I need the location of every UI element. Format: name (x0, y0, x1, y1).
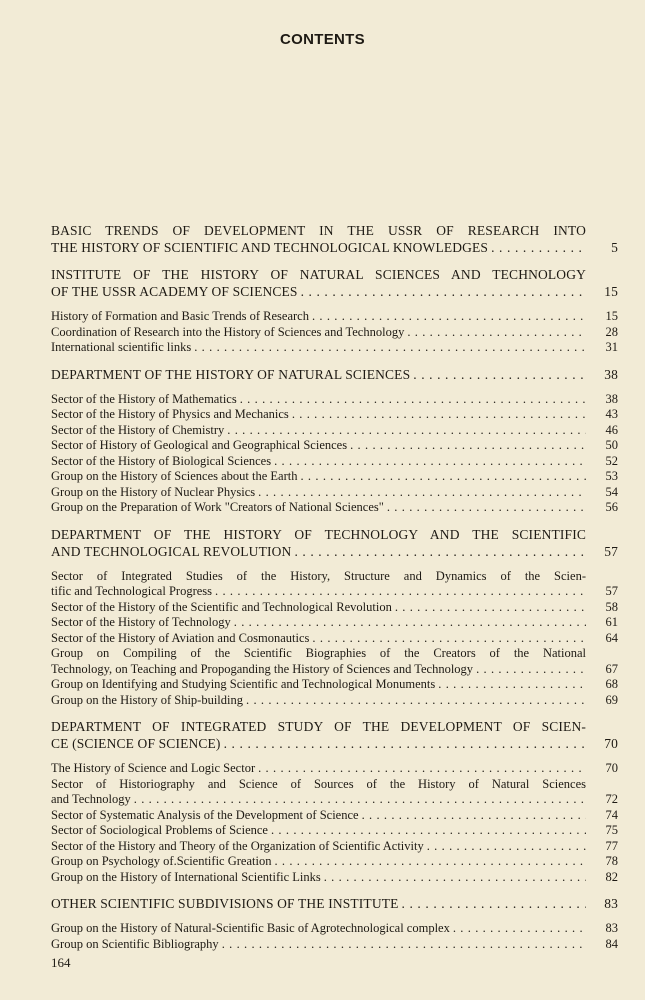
dot-leader (292, 407, 586, 423)
toc-page-number: 38 (604, 366, 618, 382)
toc-page-number: 28 (605, 324, 618, 339)
toc-section (51, 366, 618, 516)
toc-entry-text: Sector of Systematic Analysis of the Development of Science (51, 807, 359, 822)
toc-section-heading (51, 222, 618, 256)
toc-entry-text: DEPARTMENT OF INTEGRATED STUDY OF THE DEVELOPMENT OF SCIEN- (51, 719, 586, 734)
dot-leader (387, 500, 586, 516)
toc-section-heading (51, 366, 618, 383)
toc-entry-text: The History of Science and Logic Sector (51, 761, 256, 775)
dot-leader (413, 366, 586, 383)
toc-entry-text: Sector of Sociological Problems of Science (51, 823, 268, 837)
toc-section (51, 526, 618, 709)
toc-line (51, 839, 618, 855)
toc-section-heading (51, 526, 618, 560)
toc-line (51, 366, 618, 383)
toc-entry (51, 485, 618, 501)
dot-leader (246, 693, 586, 709)
toc-entry-text: Sector of the History of Aviation and Cosmonautics (51, 630, 310, 645)
dot-leader (300, 469, 586, 485)
toc-page-number: 72 (605, 792, 618, 806)
toc-page-number: 54 (605, 484, 618, 499)
toc-entry-text: Sector of the History of Physics and Mechanics (51, 407, 289, 421)
toc-page-number: 43 (605, 407, 618, 421)
toc-section (51, 895, 618, 952)
toc-line (51, 870, 618, 886)
toc-page-number: 5 (611, 240, 618, 255)
toc-entry-text: Group on the History of Sciences about the Earth (51, 469, 298, 483)
toc-entry-text: Sector of Integrated Studies of the History, Structure and Dynamics of the Scien- (51, 568, 586, 583)
toc-line (51, 921, 618, 937)
toc-line (51, 693, 618, 709)
toc-entry-text: Sector of the History of Chemistry (51, 422, 225, 437)
toc-entry-text: and Technology (51, 792, 131, 806)
toc-page-number: 15 (604, 284, 618, 299)
toc-entry (51, 392, 618, 408)
toc-line (51, 500, 618, 516)
toc-line (51, 392, 618, 408)
toc-page-number: 75 (605, 823, 618, 837)
toc-entry-text: OTHER SCIENTIFIC SUBDIVISIONS OF THE INSTITUTE (51, 896, 399, 911)
toc-entry-text: Group on the History of Ship-building (51, 692, 244, 707)
toc-page-number: 52 (605, 453, 618, 468)
dot-leader (222, 937, 586, 953)
toc-section (51, 266, 618, 356)
toc-entry (51, 646, 618, 677)
toc-page-number: 83 (604, 896, 618, 911)
toc-entry (51, 631, 618, 647)
dot-leader (427, 839, 586, 855)
toc-line (51, 600, 618, 616)
toc-line (51, 340, 618, 356)
toc-entry (51, 615, 618, 631)
toc-entry-text: CE (SCIENCE OF SCIENCE) (51, 736, 221, 751)
toc-page-number: 78 (605, 854, 618, 868)
dot-leader (438, 677, 586, 693)
dot-leader (134, 792, 586, 808)
toc-line (51, 937, 618, 953)
toc-line (51, 854, 618, 870)
toc-entry (51, 693, 618, 709)
toc-entry (51, 340, 618, 356)
toc-line (51, 438, 618, 454)
toc-entry-text: International scientific links (51, 340, 192, 354)
toc-entry-text: Sector of the History of Biological Sciences (51, 453, 272, 468)
toc-line (51, 485, 618, 501)
toc-entry-text: AND TECHNOLOGICAL REVOLUTION (51, 543, 292, 559)
toc-page-number: 57 (604, 543, 618, 559)
toc-entry-text: Sector of the History of Technology (51, 615, 231, 629)
dot-leader (324, 870, 586, 886)
toc-entry (51, 808, 618, 824)
dot-leader (402, 895, 586, 912)
toc-entry-text: Group on Identifying and Studying Scientific and Technological Monuments (51, 677, 436, 691)
toc-entry-text: Sector of the History of Mathematics (51, 391, 237, 406)
dot-leader (227, 423, 586, 439)
list-spacer (51, 383, 618, 392)
toc-entry (51, 407, 618, 423)
toc-entry-text: Group on Compiling of the Scientific Biographies of the Creators of the National (51, 646, 586, 660)
section-spacer (51, 708, 618, 718)
toc-entry (51, 309, 618, 325)
dot-leader (350, 438, 586, 454)
toc-line (51, 895, 618, 912)
page-title: CONTENTS (280, 31, 365, 48)
toc-entry-text: OF THE USSR ACADEMY OF SCIENCES (51, 284, 298, 299)
dot-leader (234, 615, 586, 631)
toc-line (51, 662, 618, 678)
toc-entry-text: Coordination of Research into the History of Sciences and Technology (51, 324, 405, 339)
dot-leader (491, 239, 586, 256)
toc-page-number: 53 (605, 469, 618, 483)
toc-entry (51, 500, 618, 516)
toc-line (51, 808, 618, 824)
toc-entry (51, 921, 618, 937)
toc-line (51, 677, 618, 693)
page-number: 164 (51, 955, 71, 970)
toc-line (51, 761, 618, 777)
toc-page-number: 61 (605, 615, 618, 629)
toc-line (51, 407, 618, 423)
toc-page-number: 74 (605, 807, 618, 822)
toc-page-number: 70 (604, 736, 618, 751)
toc-entry (51, 777, 618, 808)
toc-section-heading (51, 895, 618, 912)
dot-leader (453, 921, 586, 937)
toc-entry (51, 569, 618, 600)
toc-entry (51, 438, 618, 454)
toc-line (51, 283, 618, 300)
dot-leader (301, 283, 586, 300)
toc-entry-text: THE HISTORY OF SCIENTIFIC AND TECHNOLOGICAL KNOWLEDGES (51, 240, 489, 255)
table-of-contents (51, 222, 618, 952)
toc-page-number: 84 (605, 936, 618, 951)
toc-entry-text: Sector of the History and Theory of the Organization of Scientific Activity (51, 838, 424, 853)
toc-page-number: 50 (605, 438, 618, 452)
toc-page-number: 68 (605, 677, 618, 691)
toc-line (51, 543, 618, 560)
section-spacer (51, 516, 618, 526)
toc-entry-text: Group on Psychology of.Scientific Greation (51, 854, 272, 868)
list-spacer (51, 752, 618, 761)
section-spacer (51, 256, 618, 266)
toc-entry (51, 469, 618, 485)
toc-entry (51, 600, 618, 616)
list-spacer (51, 560, 618, 569)
toc-line (51, 454, 618, 470)
toc-entry (51, 839, 618, 855)
toc-entry (51, 937, 618, 953)
toc-page-number: 77 (605, 838, 618, 853)
toc-line (51, 469, 618, 485)
dot-leader (215, 584, 586, 600)
toc-entry-text: History of Formation and Basic Trends of Research (51, 309, 309, 323)
dot-leader (312, 631, 586, 647)
toc-entry (51, 677, 618, 693)
dot-leader (258, 761, 586, 777)
toc-entry (51, 423, 618, 439)
toc-entry (51, 854, 618, 870)
toc-page-number: 15 (605, 309, 618, 323)
section-spacer (51, 885, 618, 895)
dot-leader (362, 808, 586, 824)
toc-entry-text: BASIC TRENDS OF DEVELOPMENT IN THE USSR OF RESEARCH INTO (51, 223, 586, 238)
toc-line (51, 615, 618, 631)
toc-entry-text: Sector of the History of the Scientific and Technological Revolution (51, 599, 392, 614)
toc-entry (51, 454, 618, 470)
toc-line (51, 792, 618, 808)
toc-line (51, 823, 618, 839)
toc-line (51, 325, 618, 341)
dot-leader (395, 600, 586, 616)
toc-entry-text: Technology, on Teaching and Propoganding the History of Sciences and Technology (51, 661, 474, 676)
dot-leader (274, 854, 586, 870)
section-spacer (51, 356, 618, 366)
toc-line (51, 423, 618, 439)
dot-leader (312, 309, 586, 325)
toc-entry-text: Group on the Preparation of Work "Creators of National Sciences" (51, 500, 384, 514)
toc-page-number: 70 (605, 761, 618, 775)
toc-page-number: 58 (605, 599, 618, 614)
toc-section-heading (51, 266, 618, 300)
list-spacer (51, 300, 618, 309)
toc-entry (51, 761, 618, 777)
toc-entry-text: tific and Technological Progress (51, 584, 213, 598)
toc-page-number: 38 (605, 391, 618, 406)
toc-page-number: 83 (605, 921, 618, 935)
toc-entry-text: Sector of Historiography and Science of Sources of the History of Natural Sciences (51, 776, 586, 791)
toc-section (51, 222, 618, 256)
toc-entry-text: Group on the History of Nuclear Physics (51, 484, 256, 499)
toc-entry-text: Group on the History of International Scientific Links (51, 869, 321, 884)
toc-page-number: 46 (605, 422, 618, 437)
dot-leader (271, 823, 586, 839)
toc-line (51, 584, 618, 600)
toc-section-heading (51, 718, 618, 752)
toc-line (51, 631, 618, 647)
dot-leader (258, 485, 586, 501)
dot-leader (224, 735, 586, 752)
toc-entry (51, 870, 618, 886)
dot-leader (407, 325, 586, 341)
toc-entry (51, 325, 618, 341)
toc-entry-text: Sector of History of Geological and Geographical Sciences (51, 438, 348, 452)
dot-leader (476, 662, 586, 678)
toc-line (51, 239, 618, 256)
toc-entry-text: DEPARTMENT OF THE HISTORY OF NATURAL SCIENCES (51, 366, 411, 382)
toc-entry-text: Group on the History of Natural-Scientific Basic of Agrotechnological complex (51, 921, 450, 935)
toc-page-number: 57 (605, 584, 618, 598)
toc-entry-text: INSTITUTE OF THE HISTORY OF NATURAL SCIENCES AND TECHNOLOGY (51, 267, 586, 282)
toc-page-number: 67 (605, 661, 618, 676)
dot-leader (194, 340, 586, 356)
toc-section (51, 718, 618, 885)
toc-page-number: 82 (605, 869, 618, 884)
dot-leader (240, 392, 586, 408)
dot-leader (274, 454, 586, 470)
toc-entry-text: Group on Scientific Bibliography (51, 936, 219, 951)
toc-page-number: 69 (605, 692, 618, 707)
toc-page-number: 31 (605, 340, 618, 354)
toc-page-number: 56 (605, 500, 618, 514)
toc-entry-text: DEPARTMENT OF THE HISTORY OF TECHNOLOGY AND THE SCIENTIFIC (51, 526, 586, 542)
dot-leader (294, 543, 586, 560)
toc-line (51, 735, 618, 752)
toc-line (51, 309, 618, 325)
list-spacer (51, 912, 618, 921)
toc-entry (51, 823, 618, 839)
toc-page-number: 64 (605, 630, 618, 645)
